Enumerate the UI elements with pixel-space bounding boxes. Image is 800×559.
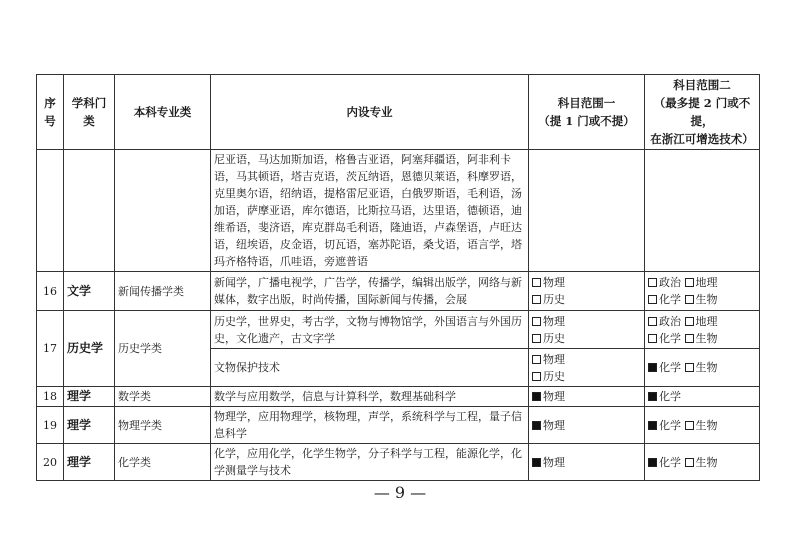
empty-box-icon: [685, 334, 694, 343]
subject-option: [685, 315, 718, 328]
range-two: [645, 311, 760, 349]
subject-option: [532, 315, 565, 328]
range-two: [645, 444, 760, 481]
subject-option: [532, 353, 565, 366]
row-majors: 历史学，世界史，考古学，文物与博物馆学，外国语言与外国历史，文化遗产，古文字学: [211, 311, 529, 349]
subject-option-label: 历史: [543, 293, 565, 306]
subject-option-label: 地理: [695, 276, 718, 289]
page-number: — 9 —: [373, 483, 427, 502]
checked-box-icon: [648, 392, 657, 401]
subject-option: [532, 390, 565, 403]
range-two: [645, 272, 760, 311]
row-number: 20: [37, 444, 64, 481]
subject-option: [648, 419, 681, 432]
subject-option-label: 生物: [695, 331, 718, 345]
subject-option-label: 政治: [659, 276, 681, 289]
empty-box-icon: [532, 317, 541, 326]
subject-option: [648, 361, 681, 374]
subject-option: [532, 370, 565, 383]
row-class: 新闻传播学类: [115, 272, 211, 311]
checked-box-icon: [648, 421, 657, 430]
checked-box-icon: [532, 421, 541, 430]
header-range-one: 科目范围一 （提 1 门或不提）: [529, 75, 645, 150]
subject-option-label: 历史: [543, 369, 565, 383]
header-range-two: 科目范围二 （最多提 2 门或不提， 在浙江可增选技术）: [645, 75, 760, 150]
subject-option: [532, 276, 565, 289]
subject-option: [532, 293, 565, 306]
row-category: 文学: [64, 272, 115, 311]
header-serial: 序号: [37, 75, 64, 150]
row-category: 理学: [64, 444, 115, 481]
subject-option-label: 物理: [543, 352, 565, 366]
subject-option-label: 地理: [695, 314, 718, 328]
subject-option: [532, 456, 565, 469]
subject-option-label: 化学: [659, 418, 681, 432]
table-row: [37, 407, 760, 444]
table-row: [37, 311, 760, 349]
empty-box-icon: [685, 278, 694, 287]
row-majors: 化学，应用化学，化学生物学，分子科学与工程，能源化学，化学测量学与技术: [211, 444, 529, 481]
empty-box-icon: [685, 458, 694, 467]
table-row: [37, 444, 760, 481]
subject-option-label: 生物: [695, 361, 718, 374]
row-category: 历史学: [64, 311, 115, 387]
subject-option: [648, 332, 681, 345]
empty-box-icon: [685, 421, 694, 430]
subject-option-label: 物理: [543, 276, 565, 289]
subject-option-label: 化学: [659, 331, 681, 345]
subject-option-label: 物理: [543, 390, 565, 403]
continuation-majors: 尼亚语，马达加斯加语，格鲁吉亚语，阿塞拜疆语，阿非利卡语，马其顿语，塔吉克语，茨瓦纳语，恩德贝莱语，科摩罗语，克里奥尔语，绍纳语，提格雷尼亚语，白俄罗斯语，毛利语，汤加语，萨摩亚语，库尔德语，比斯拉马语，达里语，德顿语，迪维希语，斐济语，库克群岛毛利语，隆迪语，卢森堡语，卢旺达语，纽埃语，皮金语，切瓦语，塞苏陀语，桑戈语，语言学，塔玛齐格特语，爪哇语，旁遮普语: [211, 150, 529, 272]
subject-option-label: 化学: [659, 293, 681, 306]
empty-box-icon: [685, 317, 694, 326]
subject-option: [685, 361, 718, 374]
subject-option: [685, 456, 718, 469]
subject-option-label: 化学: [659, 455, 681, 469]
subject-option-label: 生物: [695, 455, 718, 469]
header-majors: 内设专业: [211, 75, 529, 150]
subject-option-label: 物理: [543, 314, 565, 328]
subject-option: [648, 293, 681, 306]
row-class: 化学类: [115, 444, 211, 481]
checked-box-icon: [532, 392, 541, 401]
row-class: 物理学类: [115, 407, 211, 444]
row-majors: 数学与应用数学，信息与计算科学，数理基础科学: [211, 387, 529, 407]
empty-box-icon: [532, 295, 541, 304]
subject-option-label: 政治: [659, 314, 681, 328]
range-one: [529, 311, 645, 349]
subject-option-label: 历史: [543, 331, 565, 345]
row-majors: 物理学，应用物理学，核物理，声学，系统科学与工程，量子信息科学: [211, 407, 529, 444]
range-two: [645, 387, 760, 407]
subject-option: [685, 293, 718, 306]
range-one: [529, 272, 645, 311]
subject-option: [648, 390, 681, 403]
continuation-row: [37, 150, 760, 272]
subject-option: [648, 456, 681, 469]
range-one: [529, 407, 645, 444]
row-majors: 文物保护技术: [211, 349, 529, 387]
range-two: [645, 407, 760, 444]
checked-box-icon: [532, 458, 541, 467]
subject-option: [648, 276, 681, 289]
range-one: [529, 387, 645, 407]
empty-box-icon: [685, 295, 694, 304]
row-class: 数学类: [115, 387, 211, 407]
row-number: 19: [37, 407, 64, 444]
checked-box-icon: [648, 458, 657, 467]
row-number: 16: [37, 272, 64, 311]
empty-box-icon: [648, 295, 657, 304]
row-number: 17: [37, 311, 64, 387]
table-row: [37, 272, 760, 311]
subject-requirements-table: [36, 74, 760, 481]
empty-box-icon: [685, 363, 694, 372]
subject-option: [648, 315, 681, 328]
subject-option-label: 生物: [695, 418, 718, 432]
row-class: 历史学类: [115, 311, 211, 387]
row-category: 理学: [64, 387, 115, 407]
empty-box-icon: [648, 278, 657, 287]
header-discipline: 学科门类: [64, 75, 115, 150]
table-row: [37, 387, 760, 407]
row-number: 18: [37, 387, 64, 407]
subject-option-label: 化学: [659, 390, 681, 403]
table-header-row: [37, 75, 760, 150]
subject-option: [685, 332, 718, 345]
subject-option-label: 物理: [543, 418, 565, 432]
row-category: 理学: [64, 407, 115, 444]
empty-box-icon: [532, 278, 541, 287]
row-majors: 新闻学，广播电视学，广告学，传播学，编辑出版学，网络与新媒体，数字出版，时尚传播，国际新闻与传播，会展: [211, 272, 529, 311]
subject-option: [532, 332, 565, 345]
empty-box-icon: [648, 317, 657, 326]
empty-box-icon: [532, 355, 541, 364]
subject-option: [685, 419, 718, 432]
subject-option: [532, 419, 565, 432]
subject-option-label: 生物: [695, 293, 718, 306]
empty-box-icon: [648, 334, 657, 343]
range-one: [529, 444, 645, 481]
subject-option: [685, 276, 718, 289]
range-one: [529, 349, 645, 387]
checked-box-icon: [648, 363, 657, 372]
range-two: [645, 349, 760, 387]
empty-box-icon: [532, 334, 541, 343]
empty-box-icon: [532, 372, 541, 381]
header-major-class: 本科专业类: [115, 75, 211, 150]
subject-option-label: 物理: [543, 455, 565, 469]
subject-option-label: 化学: [659, 361, 681, 374]
